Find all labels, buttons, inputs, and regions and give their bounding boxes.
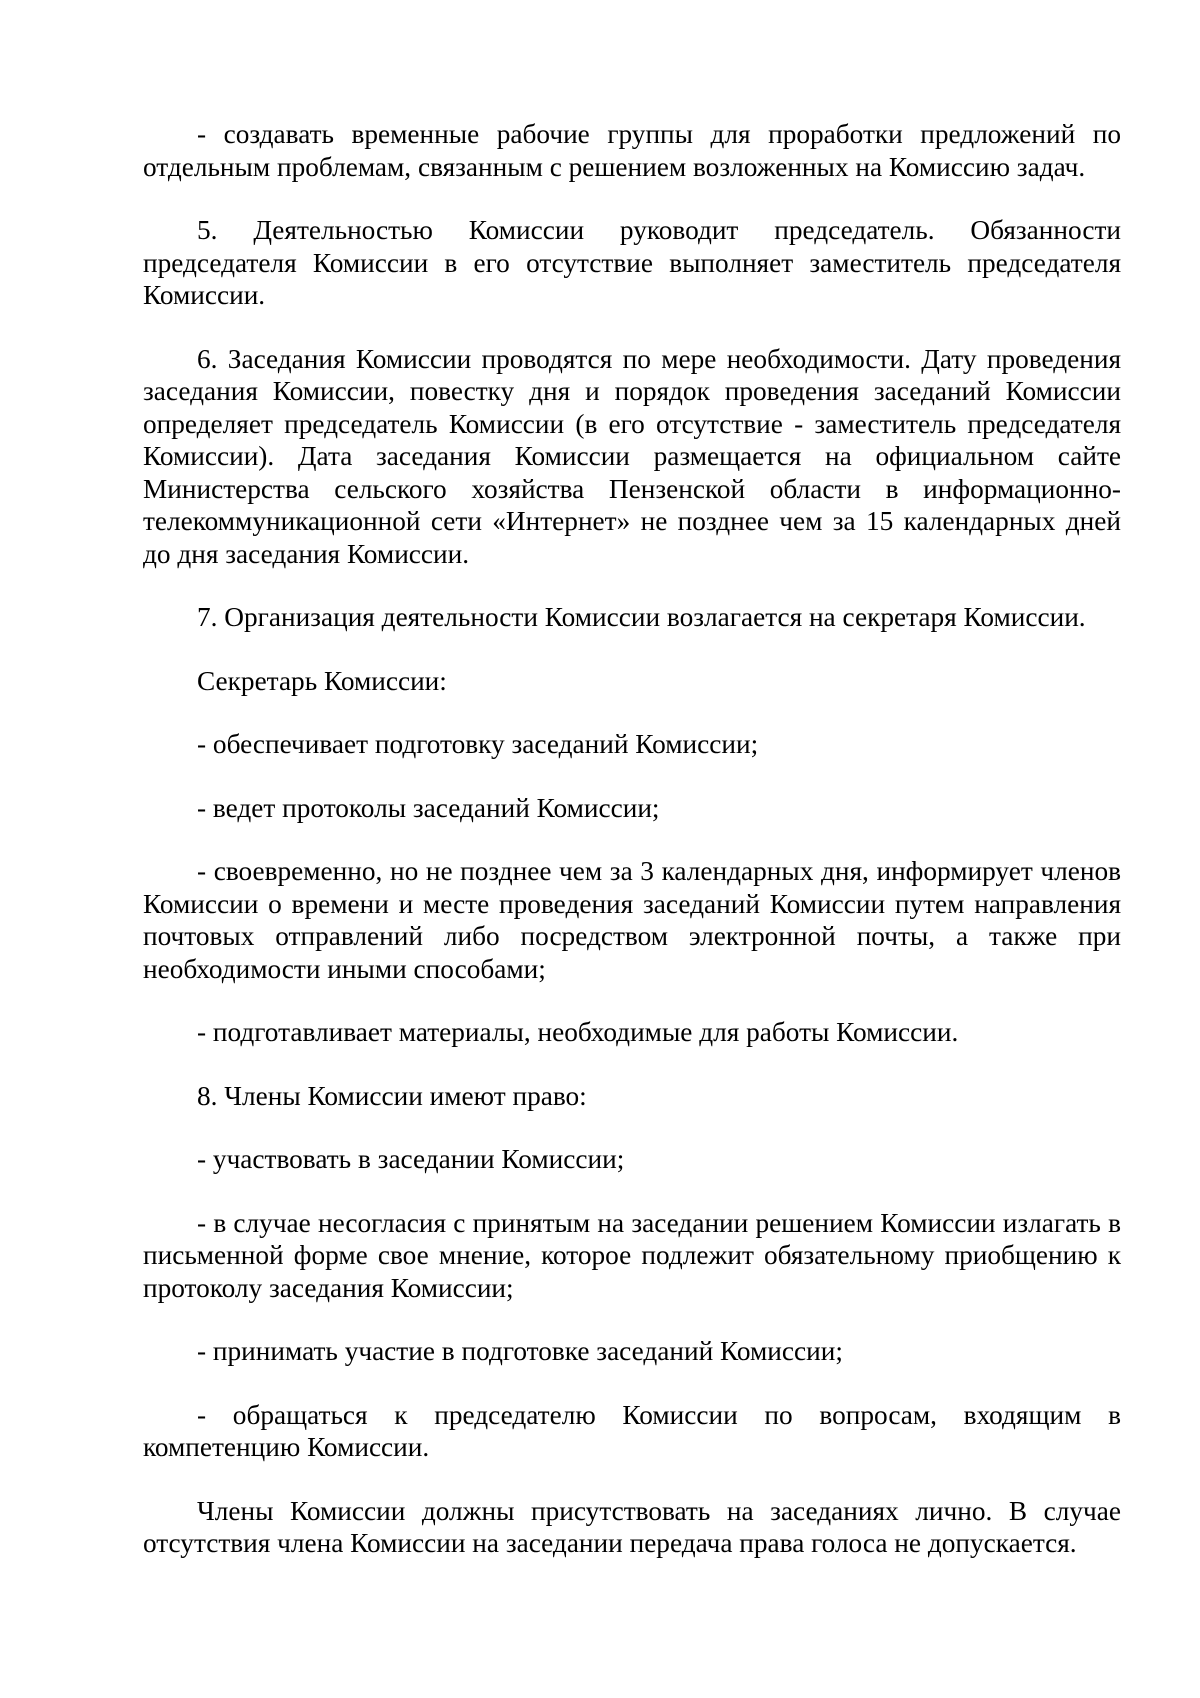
paragraph-secretary-heading: Секретарь Комиссии: [197,665,447,696]
paragraph-temp-working-groups: - создавать временные рабочие группы для проработки предложений по отдельным проблемам, связанным с решением возложенных на Комиссию задач. [143,119,1121,182]
paragraph-personal-attendance: Члены Комиссии должны присутствовать на заседаниях лично. В случае отсутствия члена Комиссии на заседании передача права голоса не допускается. [143,1495,1121,1558]
paragraph-item-6-meetings: 6. Заседания Комиссии проводятся по мере необходимости. Дату проведения заседания Комиссии, повестку дня и порядок проведения заседаний Комиссии определяет председатель Комиссии (в его отсутствие - заместитель председателя Комиссии). Дата заседания Комиссии размещается на официальном сайте Министерства сельского хозяйства Пензенской области в информационно-телекоммуникационной сети «Интернет» не позднее чем за 15 календарных дней до дня заседания Комиссии. [143,343,1121,569]
paragraph-secretary-keeps-minutes: - ведет протоколы заседаний Комиссии; [197,792,660,823]
paragraph-item-5-chairman: 5. Деятельностью Комиссии руководит председатель. Обязанности председателя Комиссии в его отсутствие выполняет заместитель председателя Комиссии. [143,215,1121,310]
paragraph-secretary-informs-members: - своевременно, но не позднее чем за 3 календарных дня, информирует членов Комиссии о времени и месте проведения заседаний Комиссии путем направления почтовых отправлений либо посредством электронной почты, а также при необходимости иными способами; [143,856,1121,984]
paragraph-item-8-member-rights: 8. Члены Комиссии имеют право: [197,1080,587,1111]
paragraph-item-7-secretary: 7. Организация деятельности Комиссии возлагается на секретаря Комиссии. [197,602,1086,632]
paragraph-right-dissent: - в случае несогласия с принятым на заседании решением Комиссии излагать в письменной форме свое мнение, которое подлежит обязательному приобщению к протоколу заседания Комиссии; [143,1207,1121,1303]
document-body [143,118,1121,1591]
paragraph-right-participate: - участвовать в заседании Комиссии; [197,1144,625,1174]
paragraph-right-prepare-meetings: - принимать участие в подготовке заседаний Комиссии; [197,1336,843,1366]
paragraph-secretary-prepares-meetings: - обеспечивает подготовку заседаний Комиссии; [197,729,759,759]
paragraph-right-appeal-chairman: - обращаться к председателю Комиссии по вопросам, входящим в компетенцию Комиссии. [143,1399,1121,1462]
paragraph-secretary-prepares-materials: - подготавливает материалы, необходимые для работы Комиссии. [197,1017,959,1047]
